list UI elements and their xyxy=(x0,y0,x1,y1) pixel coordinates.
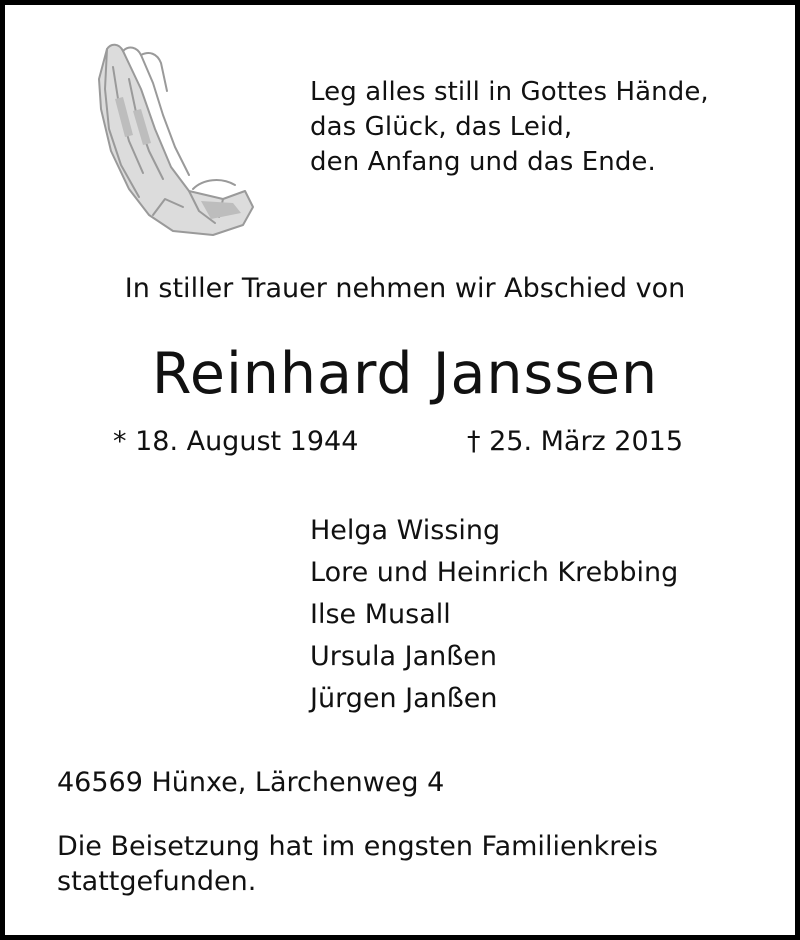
mourner-name: Ilse Musall xyxy=(310,599,451,630)
verse-line: das Glück, das Leid, xyxy=(310,112,573,142)
verse-line: den Anfang und das Ende. xyxy=(310,147,656,177)
verse xyxy=(310,75,709,180)
birth-date: * 18. August 1944 xyxy=(113,426,359,457)
praying-hands-icon xyxy=(93,39,258,239)
address: 46569 Hünxe, Lärchenweg 4 xyxy=(57,767,445,798)
mourners-list xyxy=(310,510,678,720)
notice-line: stattgefunden. xyxy=(57,866,257,897)
burial-notice xyxy=(57,829,757,899)
deceased-name: Reinhard Janssen xyxy=(151,341,659,407)
death-date: † 25. März 2015 xyxy=(467,426,684,457)
verse-line: Leg alles still in Gottes Hände, xyxy=(310,77,709,107)
mourner-name: Ursula Janßen xyxy=(310,641,498,672)
mourner-name: Helga Wissing xyxy=(310,515,501,546)
mourner-name: Lore und Heinrich Krebbing xyxy=(310,557,679,588)
notice-line: Die Beisetzung hat im engsten Familienkreis xyxy=(57,831,658,862)
mourner-name: Jürgen Janßen xyxy=(310,683,498,714)
farewell-intro: In stiller Trauer nehmen wir Abschied von xyxy=(124,273,686,304)
